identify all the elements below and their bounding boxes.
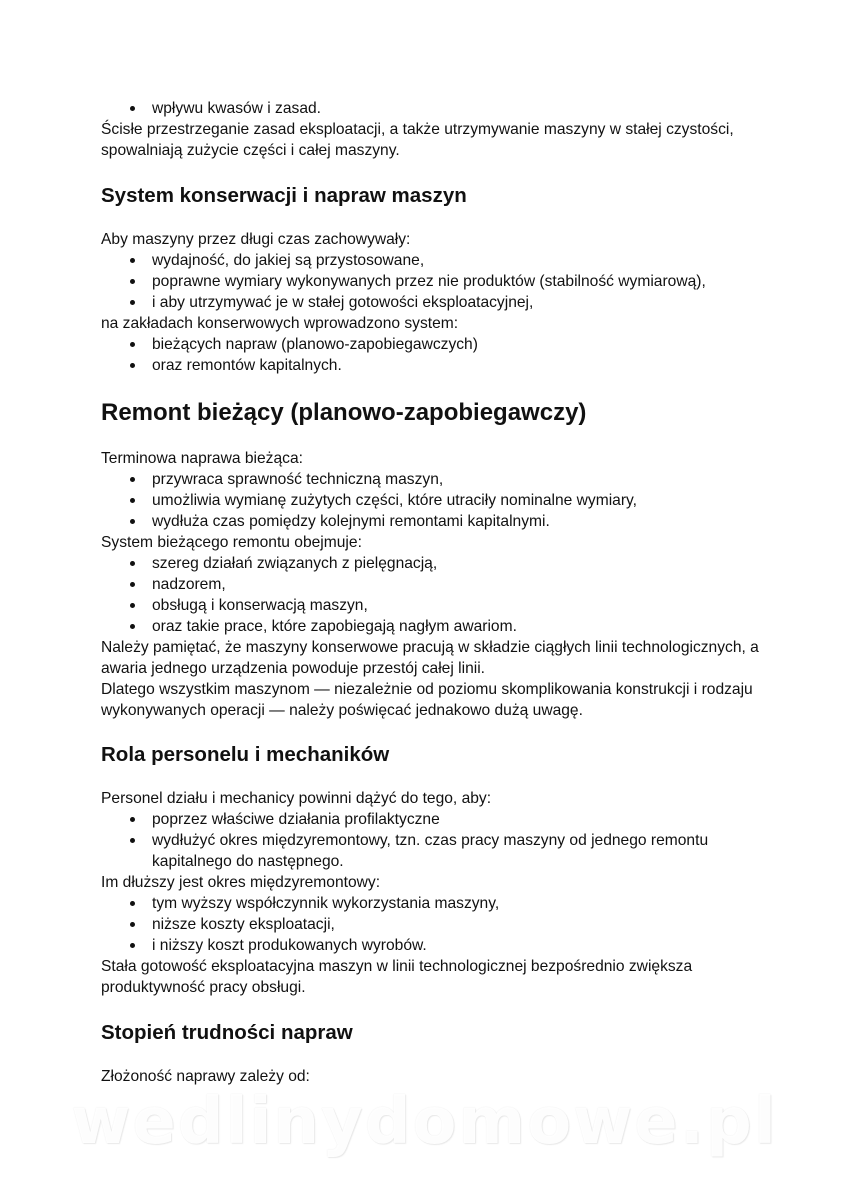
watermark: wedlinydomowe.pl: [71, 1085, 778, 1159]
section3-middle: Im dłuższy jest okres międzyremontowy:: [101, 874, 381, 891]
list-item: oraz takie prace, które zapobiegają nagłym awariom.: [152, 616, 761, 637]
section3-lead: Personel działu i mechanicy powinni dążyć do tego, aby:: [101, 790, 492, 807]
section4-lead: Złożoność naprawy zależy od:: [101, 1068, 310, 1085]
section2-middle: System bieżącego remontu obejmuje:: [101, 534, 362, 551]
list-item: i niższy koszt produkowanych wyrobów.: [152, 935, 761, 956]
section2-paragraph-2: Dlatego wszystkim maszynom — niezależnie od poziomu skomplikowania konstrukcji i rodzaju wykonywanych operacji — należy poświęcać jednakowo dużą uwagę.: [101, 681, 753, 719]
section2-paragraph-1: Należy pamiętać, że maszyny konserwowe pracują w składzie ciągłych linii technologicznych, a awaria jednego urządzenia powoduje przestój całej linii.: [101, 639, 759, 677]
section3-closing: Stała gotowość eksploatacyjna maszyn w linii technologicznej bezpośrednio zwiększa produktywność pracy obsługi.: [101, 958, 693, 996]
section2-bullet-list-1: [101, 469, 761, 532]
list-item: wydłuża czas pomiędzy kolejnymi remontami kapitalnymi.: [152, 511, 761, 532]
section3-bullet-list-1: [101, 809, 761, 872]
list-item: nadzorem,: [152, 574, 761, 595]
list-item: wpływu kwasów i zasad.: [152, 98, 761, 119]
section3-bullet-list-2: [101, 893, 761, 956]
section2-bullet-list-2: [101, 553, 761, 637]
list-item: szereg działań związanych z pielęgnacją,: [152, 553, 761, 574]
list-item: bieżących napraw (planowo-zapobiegawczych): [152, 334, 761, 355]
list-item: przywraca sprawność techniczną maszyn,: [152, 469, 761, 490]
intro-bullet-list: [101, 98, 761, 119]
section-heading-stopien-trudnosci: Stopień trudności napraw: [101, 1021, 353, 1044]
list-item: umożliwia wymianę zużytych części, które utraciły nominalne wymiary,: [152, 490, 761, 511]
section1-lead: Aby maszyny przez długi czas zachowywały:: [101, 231, 411, 248]
list-item: obsługą i konserwacją maszyn,: [152, 595, 761, 616]
list-item: niższe koszty eksploatacji,: [152, 914, 761, 935]
list-item: tym wyższy współczynnik wykorzystania maszyny,: [152, 893, 761, 914]
list-item: poprawne wymiary wykonywanych przez nie produktów (stabilność wymiarową),: [152, 271, 761, 292]
list-item: i aby utrzymywać je w stałej gotowości eksploatacyjnej,: [152, 292, 761, 313]
list-item: poprzez właściwe działania profilaktyczne: [152, 809, 761, 830]
section1-bullet-list-2: [101, 334, 761, 376]
intro-paragraph: Ścisłe przestrzeganie zasad eksploatacji, a także utrzymywanie maszyny w stałej czystości, spowalniają zużycie części i całej maszyny.: [101, 121, 734, 159]
document-page: [101, 98, 761, 1087]
section1-bullet-list-1: [101, 250, 761, 313]
section-heading-system-konserwacji: System konserwacji i napraw maszyn: [101, 184, 467, 207]
section-heading-remont-biezacy: Remont bieżący (planowo-zapobiegawczy): [101, 399, 587, 426]
section-heading-rola-personelu: Rola personelu i mechaników: [101, 743, 390, 766]
list-item: wydajność, do jakiej są przystosowane,: [152, 250, 761, 271]
section2-lead: Terminowa naprawa bieżąca:: [101, 450, 303, 467]
list-item: wydłużyć okres międzyremontowy, tzn. czas pracy maszyny od jednego remontu kapitalnego do następnego.: [152, 830, 761, 872]
list-item: oraz remontów kapitalnych.: [152, 355, 761, 376]
section1-middle: na zakładach konserwowych wprowadzono system:: [101, 315, 459, 332]
